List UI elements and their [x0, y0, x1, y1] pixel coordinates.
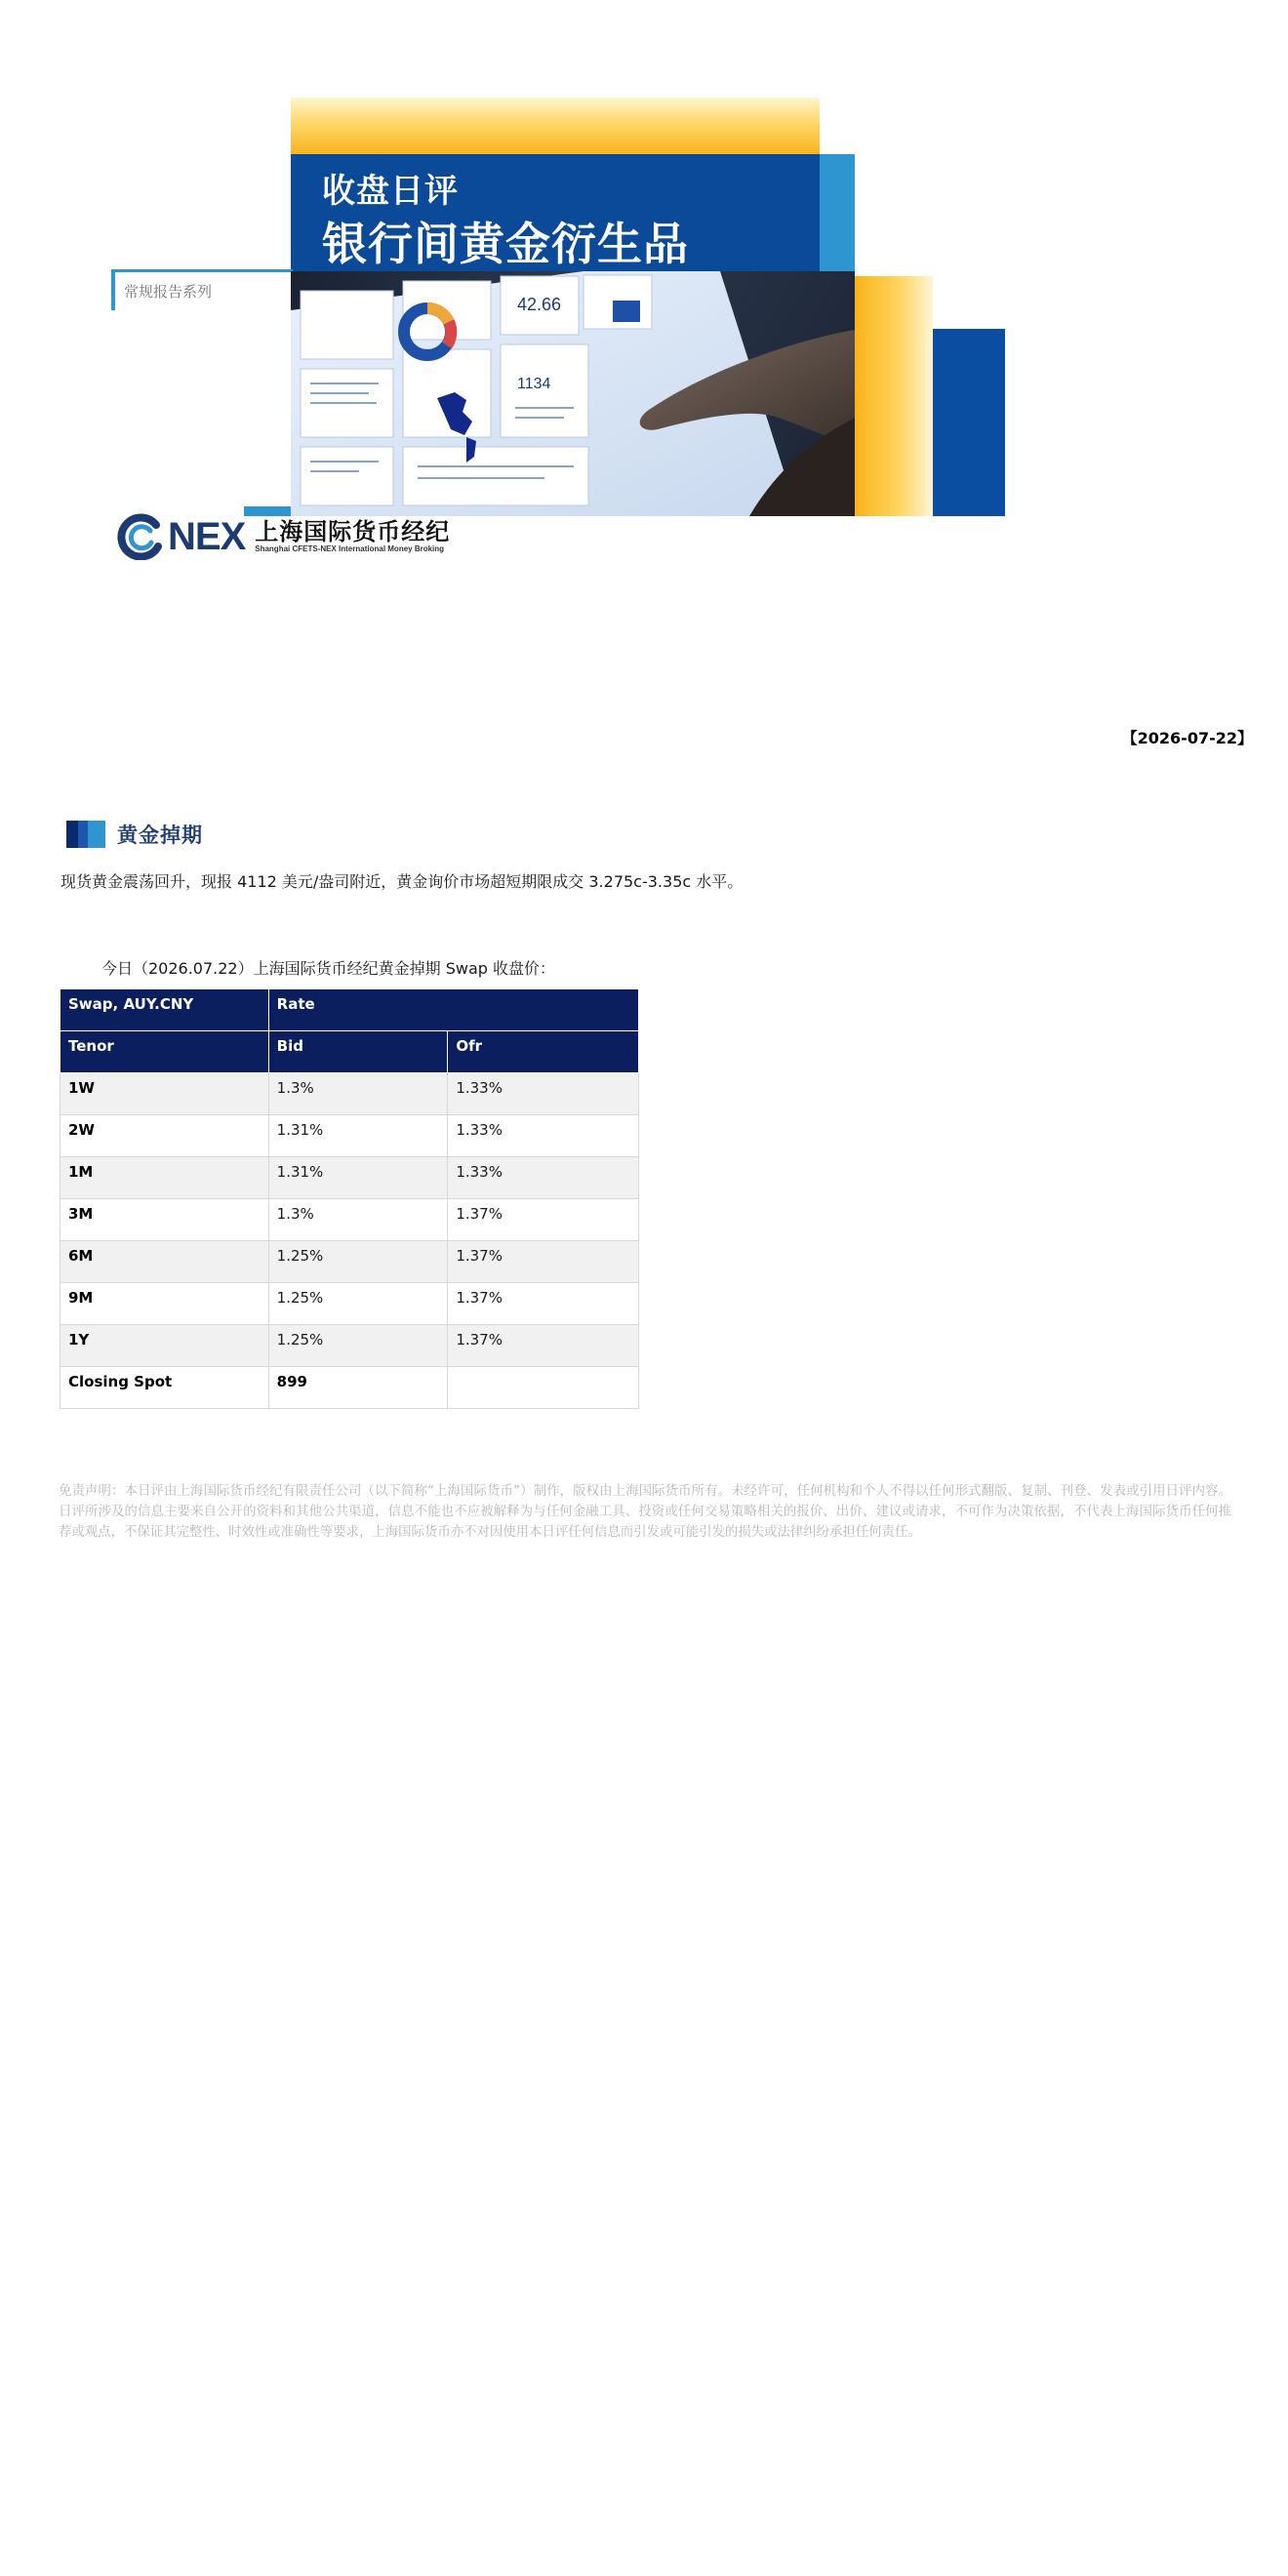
- table-row: [60, 1115, 639, 1157]
- cover-series-line-vertical: [111, 269, 115, 310]
- company-logo: [117, 511, 450, 562]
- ofr-cell: 1.33%: [448, 1073, 639, 1115]
- bid-cell: 1.31%: [268, 1115, 448, 1157]
- cover-gold-side-block: [855, 276, 933, 516]
- market-summary: 现货黄金震荡回升，现报 4112 美元/盎司附近，黄金询价市场超短期限成交 3.275c-3.35c 水平。: [60, 872, 744, 891]
- tenor-cell: 6M: [60, 1241, 269, 1283]
- header-ofr: Ofr: [448, 1031, 639, 1073]
- table-row: [60, 1241, 639, 1283]
- header-rate: Rate: [268, 989, 638, 1031]
- tenor-cell: 9M: [60, 1283, 269, 1325]
- report-date: 【2026-07-22】: [1121, 729, 1253, 747]
- table-row: [60, 1325, 639, 1367]
- logo-chinese-name: 上海国际货币经纪: [255, 518, 451, 545]
- header-instrument: Swap, AUY.CNY: [60, 989, 269, 1031]
- cover-series-line: [111, 269, 293, 272]
- ofr-cell: 1.37%: [448, 1199, 639, 1241]
- closing-spot-row: [60, 1367, 639, 1409]
- header-bid: Bid: [268, 1031, 448, 1073]
- table-intro: 今日（2026.07.22）上海国际货币经纪黄金掉期 Swap 收盘价：: [101, 959, 555, 978]
- bid-cell: 1.31%: [268, 1157, 448, 1199]
- cover-dashboard-photo: [291, 271, 855, 516]
- cover-blue-side-block: [933, 329, 1005, 516]
- ofr-cell: 1.37%: [448, 1325, 639, 1367]
- header-tenor: Tenor: [60, 1031, 269, 1073]
- ofr-cell: 1.33%: [448, 1157, 639, 1199]
- ofr-cell: 1.37%: [448, 1241, 639, 1283]
- section-bar-icon: [66, 821, 105, 848]
- logo-english-name: Shanghai CFETS-NEX International Money Broking: [255, 544, 445, 553]
- cover-gold-band: [291, 98, 820, 156]
- table-row: [60, 1157, 639, 1199]
- cover-blue-stripe: [820, 154, 855, 273]
- closing-spot-value: 899: [268, 1367, 448, 1409]
- table-header-row: [60, 989, 639, 1031]
- bid-cell: 1.25%: [268, 1325, 448, 1367]
- section-header: [66, 820, 203, 849]
- bid-cell: 1.25%: [268, 1283, 448, 1325]
- logo-company-name: [255, 519, 450, 554]
- tenor-cell: 1Y: [60, 1325, 269, 1367]
- cover-title-line1: 收盘日评: [322, 172, 459, 211]
- ofr-cell: 1.37%: [448, 1283, 639, 1325]
- svg-text:42.66: 42.66: [517, 295, 562, 314]
- bid-cell: 1.3%: [268, 1199, 448, 1241]
- tenor-cell: 2W: [60, 1115, 269, 1157]
- svg-text:1134: 1134: [517, 376, 551, 392]
- tenor-cell: 3M: [60, 1199, 269, 1241]
- table-row: [60, 1073, 639, 1115]
- disclaimer: 免责声明：本日评由上海国际货币经纪有限责任公司（以下简称“上海国际货币”）制作，版权由上海国际货币所有。未经许可，任何机构和个人不得以任何形式翻版、复制、刊登、发表或引用日评内容。日评所涉及的信息主要来自公开的资料和其他公共渠道，信息不能也不应被解释为与任何金融工具、投资或任何交易策略相关的报价、出价、建议或请求，不可作为决策依据，不代表上海国际货币任何推荐或观点，不保证其完整性、时效性或准确性等要求，上海国际货币亦不对因使用本日评任何信息而引发或可能引发的损失或法律纠纷承担任何责任。: [59, 1484, 1231, 1540]
- closing-spot-label: Closing Spot: [60, 1367, 269, 1409]
- table-row: [60, 1283, 639, 1325]
- swap-closing-table: [60, 988, 639, 1409]
- tenor-cell: 1W: [60, 1073, 269, 1115]
- logo-nex-text: NEX: [168, 514, 246, 558]
- bid-cell: 1.25%: [268, 1241, 448, 1283]
- dashboard-illustration: [291, 271, 855, 516]
- section-title: 黄金掉期: [117, 824, 203, 847]
- ofr-cell: 1.33%: [448, 1115, 639, 1157]
- tenor-cell: 1M: [60, 1157, 269, 1199]
- bid-cell: 1.3%: [268, 1073, 448, 1115]
- table-row: [60, 1199, 639, 1241]
- table-subheader-row: [60, 1031, 639, 1073]
- closing-spot-empty: [448, 1367, 639, 1409]
- nex-swirl-icon: [117, 513, 164, 560]
- cover-series-label: 常规报告系列: [124, 283, 213, 301]
- cover-title-line2: 银行间黄金衍生品: [322, 218, 689, 270]
